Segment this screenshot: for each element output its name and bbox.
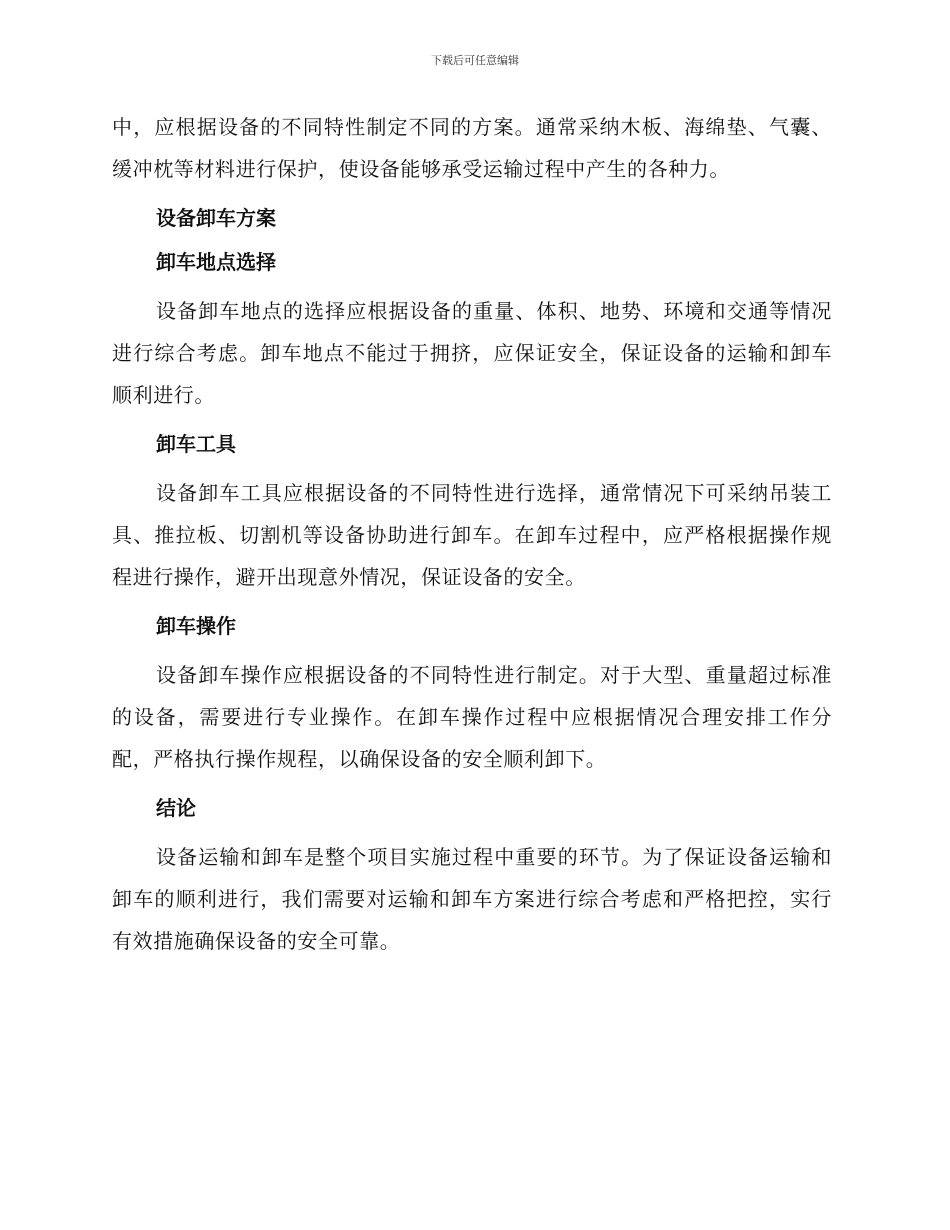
subsection-heading-operation: 卸车操作 xyxy=(156,614,236,638)
document-body xyxy=(112,106,832,962)
intro-paragraph: 中，应根据设备的不同特性制定不同的方案。通常采纳木板、海绵垫、气囊、缓冲枕等材料进行保护，使设备能够承受运输过程中产生的各种力。 xyxy=(112,115,832,181)
conclusion-heading: 结论 xyxy=(156,796,196,820)
page-header: 下载后可任意编辑 xyxy=(431,54,519,67)
paragraph-tools: 设备卸车工具应根据设备的不同特性进行选择，通常情况下可采纳吊装工具、推拉板、切割机等设备协助进行卸车。在卸车过程中，应严格根据操作规程进行操作，避开出现意外情况，保证设备的安全。 xyxy=(112,481,832,589)
subsection-heading-location: 卸车地点选择 xyxy=(156,250,276,274)
paragraph-operation: 设备卸车操作应根据设备的不同特性进行制定。对于大型、重量超过标准的设备，需要进行专业操作。在卸车操作过程中应根据情况合理安排工作分配，严格执行操作规程，以确保设备的安全顺利卸下。 xyxy=(112,663,832,771)
section-heading-unloading-plan: 设备卸车方案 xyxy=(156,206,276,230)
subsection-heading-tools: 卸车工具 xyxy=(156,432,236,456)
paragraph-location: 设备卸车地点的选择应根据设备的重量、体积、地势、环境和交通等情况进行综合考虑。卸车地点不能过于拥挤，应保证安全，保证设备的运输和卸车顺利进行。 xyxy=(112,299,832,407)
paragraph-conclusion: 设备运输和卸车是整个项目实施过程中重要的环节。为了保证设备运输和卸车的顺利进行，我们需要对运输和卸车方案进行综合考虑和严格把控，实行有效措施确保设备的安全可靠。 xyxy=(112,845,832,953)
